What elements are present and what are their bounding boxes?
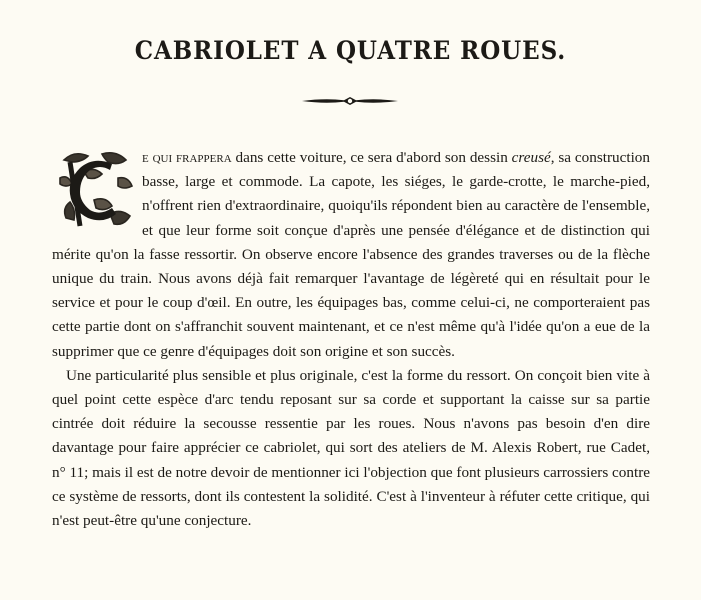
paragraph-2: Une particularité plus sensible et plus originale, c'est la forme du ressort. On conçoit bien vite à quel point cette espèce d'arc tendu reposant sur sa corde et supportant la caisse sur sa partie cintrée doit réduire la secousse ressentie par les roues. Nous n'avons pas besoin d'en dire davantage pour faire apprécier ce cabriolet, qui sort des ateliers de M. Alexis Robert, rue Cadet, n° 11; mais il est de notre devoir de mentionner ici l'objection que font plusieurs carrossiers contre ce système de ressorts, dont ils contestent la solidité. C'est à l'inventeur à réfuter cette critique, qui n'est peut-être qu'une conjecture. bbox=[52, 366, 650, 530]
paragraph-1-opening: e qui frappera bbox=[142, 149, 232, 166]
decorative-rule-ornament-icon bbox=[300, 94, 400, 108]
paragraph-1-emphasis: creusé bbox=[511, 149, 551, 166]
ornate-initial-letter-c-icon bbox=[54, 148, 136, 234]
initial-letter: C bbox=[91, 191, 99, 200]
paragraph-1-part-b: , sa construction basse, large et commode. La capote, les siéges, le garde-crotte, le marche-pied, n'offrent rien d'extraordinaire, quoiqu'ils répondent bien au caractère de l'ensemble, et que leur forme soit conçue d'après une pensée d'élégance et de distinction qui mérite qu'on la fasse ressortir. On observe encore l'absence des grandes traverses ou de la flèche unique du train. Nous avons déjà fait remarquer l'avantage de légèreté qui en résultait pour le service et pour le coup d'œil. En outre, les équipages bas, comme celui-ci, ne comporteraient pas cette partie dont on s'affranchit souvent maintenant, et ce n'est même qu'à l'idée qu'on a eue de la supprimer que ce genre d'équipages doit son origine et son succès. bbox=[52, 149, 650, 360]
article-body bbox=[52, 146, 650, 533]
paragraph-1 bbox=[52, 146, 650, 364]
page-title: CABRIOLET A QUATRE ROUES. bbox=[134, 36, 567, 65]
paragraph-1-part-a: dans cette voiture, ce sera d'abord son dessin bbox=[231, 149, 512, 166]
